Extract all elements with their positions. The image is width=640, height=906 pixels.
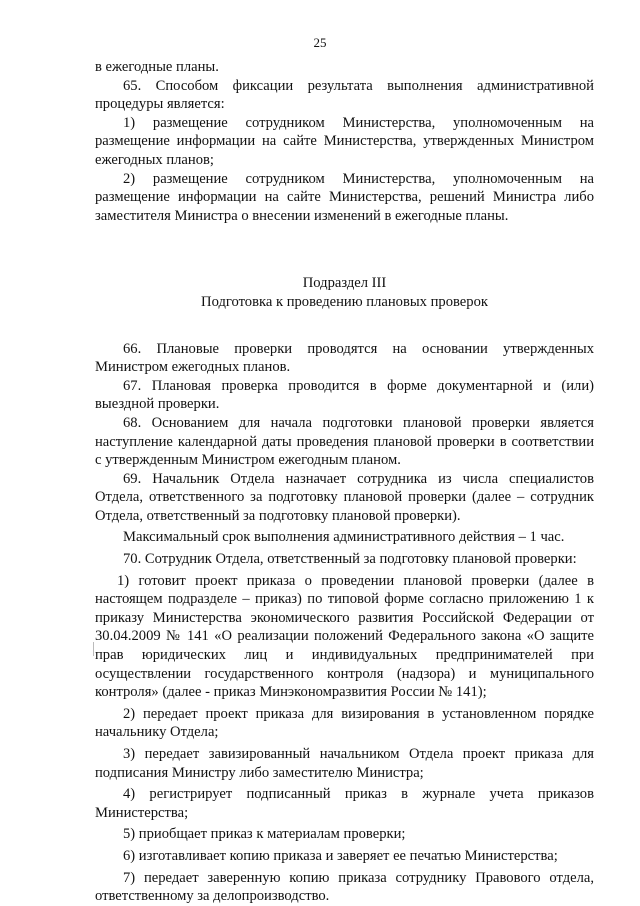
scan-margin-mark <box>93 642 94 656</box>
document-body <box>95 58 594 906</box>
paragraph-70: 70. Сотрудник Отдела, ответственный за подготовку плановой проверки: <box>123 551 577 568</box>
paragraph-70-item-5: 5) приобщает приказ к материалам проверки; <box>123 826 406 843</box>
paragraph-70-item-3: 3) передает завизированный начальником Отдела проект приказа для подписания Министру либо заместителю Министра; <box>95 746 594 781</box>
paragraph-70-item-6: 6) изготавливает копию приказа и заверяет ее печатью Министерства; <box>123 847 558 864</box>
paragraph-70-item-7: 7) передает заверенную копию приказа сотруднику Правового отдела, ответственному за делопроизводство. <box>95 869 594 905</box>
subsection-heading <box>95 274 594 311</box>
paragraph-68: 68. Основанием для начала подготовки плановой проверки является наступление календарной даты проведения плановой проверки в соответствии с утвержденным Министром ежегодным планом. <box>95 414 594 469</box>
paragraph-65-item-1: 1) размещение сотрудником Министерства, уполномоченным на размещение информации на сайте Министерства, утвержденных Министром ежегодных планов; <box>95 114 594 168</box>
paragraph-max-time: Максимальный срок выполнения административного действия – 1 час. <box>123 529 565 546</box>
subsection-title: Подраздел III <box>302 275 387 292</box>
paragraph-65: 65. Способом фиксации результата выполнения административной процедуры является: <box>95 77 594 113</box>
page-number: 25 <box>313 35 327 50</box>
paragraph-70-item-4: 4) регистрирует подписанный приказ в журнале учета приказов Министерства; <box>95 786 594 821</box>
paragraph-69: 69. Начальник Отдела назначает сотрудника из числа специалистов Отдела, ответственного за подготовку плановой проверки (далее – сотрудник Отдела, ответственный за подготовку плановой проверки). <box>95 470 594 524</box>
paragraph-continuation: в ежегодные планы. <box>95 59 219 75</box>
paragraph-67: 67. Плановая проверка проводится в форме документарной и (или) выездной проверки. <box>95 377 594 413</box>
paragraph-65-item-2: 2) размещение сотрудником Министерства, уполномоченным на размещение информации на сайте Министерства, решений Министра либо заместителя Министра о внесении изменений в ежегодные планы. <box>95 170 594 224</box>
paragraph-70-item-2: 2) передает проект приказа для визирования в установленном порядке начальнику Отдела; <box>95 705 594 741</box>
paragraph-70-item-1: 1) готовит проект приказа о проведении плановой проверки (далее в настоящем подразделе – приказ) по типовой форме согласно приложению 1 к приказу Министерства экономического развития Российской Федерации от 30.04.2009 № 141 «О реализации положений Федерального закона «О защите прав юридических лиц и индивидуальных предпринимателей при осуществлении государственного контроля (надзора) и муниципального контроля» (далее - приказ Минэкономразвития России № 141); <box>95 572 594 701</box>
paragraph-66: 66. Плановые проверки проводятся на основании утвержденных Министром ежегодных планов. <box>95 340 594 376</box>
subsection-subtitle: Подготовка к проведению плановых проверок <box>201 293 488 310</box>
